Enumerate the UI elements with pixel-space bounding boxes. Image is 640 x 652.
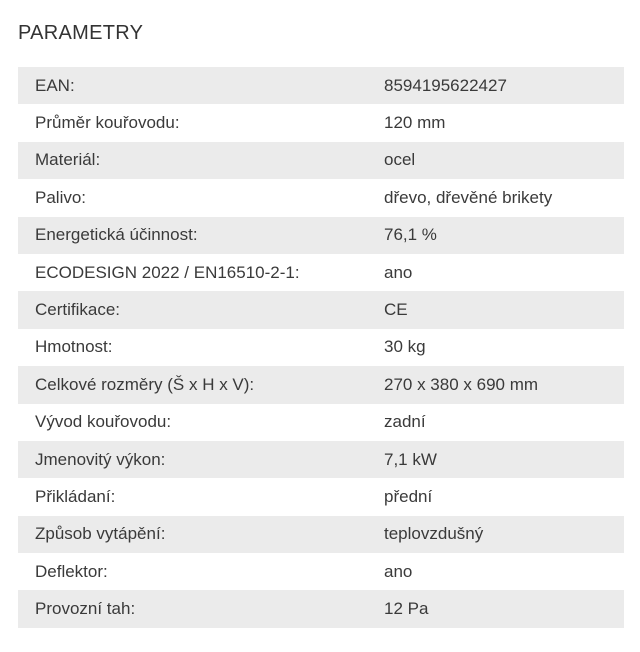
param-value: CE: [384, 291, 624, 328]
table-row: [18, 441, 624, 478]
param-value: ano: [384, 561, 413, 581]
param-label: Materiál:: [18, 142, 384, 179]
param-value: teplovzdušný: [384, 516, 624, 553]
param-value: 30 kg: [384, 337, 426, 357]
param-label: Palivo:: [35, 187, 87, 207]
table-row: [18, 590, 624, 627]
param-value: ano: [384, 262, 413, 282]
param-value: 7,1 kW: [384, 441, 624, 478]
param-label: Energetická účinnost:: [18, 217, 384, 254]
param-label: ECODESIGN 2022 / EN16510-2-1:: [35, 262, 300, 282]
table-row: [18, 553, 624, 590]
param-value: 8594195622427: [384, 67, 624, 104]
param-label: Přikládaní:: [35, 486, 116, 506]
param-label: Certifikace:: [18, 291, 384, 328]
param-label: Deflektor:: [35, 561, 108, 581]
table-row: [18, 404, 624, 441]
table-row: [18, 67, 624, 104]
param-value: přední: [384, 486, 433, 506]
table-row: [18, 291, 624, 328]
param-label: Způsob vytápění:: [18, 516, 384, 553]
section-title: PARAMETRY: [18, 22, 144, 44]
parameters-table: [18, 67, 624, 628]
param-label: Vývod kouřovodu:: [35, 412, 172, 432]
param-label: Celkové rozměry (Š x H x V):: [18, 366, 384, 403]
param-label: Jmenovitý výkon:: [18, 441, 384, 478]
param-value: 120 mm: [384, 113, 446, 133]
table-row: [18, 254, 624, 291]
parameters-table-body: [18, 67, 624, 628]
param-label: EAN:: [18, 67, 384, 104]
table-row: [18, 142, 624, 179]
param-label: Provozní tah:: [18, 590, 384, 627]
param-value: 270 x 380 x 690 mm: [384, 366, 624, 403]
table-row: [18, 104, 624, 141]
param-value: 12 Pa: [384, 590, 624, 627]
param-value: zadní: [384, 412, 426, 432]
table-row: [18, 478, 624, 515]
param-value: dřevo, dřevěné brikety: [384, 187, 553, 207]
param-label: Hmotnost:: [35, 337, 113, 357]
table-row: [18, 366, 624, 403]
param-label: Průměr kouřovodu:: [35, 113, 180, 133]
table-row: [18, 516, 624, 553]
param-value: 76,1 %: [384, 217, 624, 254]
table-row: [18, 329, 624, 366]
table-row: [18, 179, 624, 216]
table-row: [18, 217, 624, 254]
param-value: ocel: [384, 142, 624, 179]
